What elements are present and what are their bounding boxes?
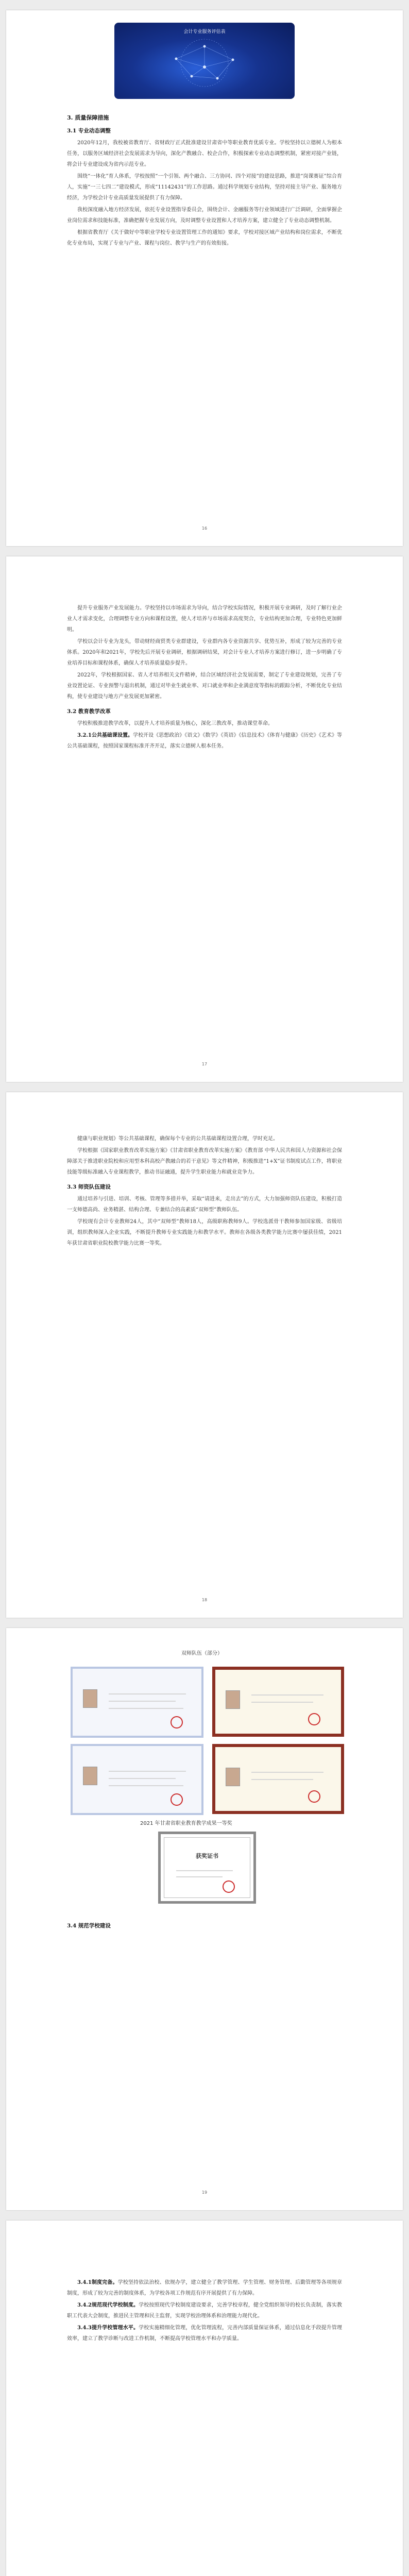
paragraph: 学校根据《国家职业教育改革实施方案》《甘肃省职业教育改革实施方案》《教育部 中华人民共和国人力资源和社会保障部关于推进职业院校和应用型本科高校产教融合的若干意见》等文件精神，积极推进“1+X”证书制度试点工作，将职业技能等级标准融入专业课程教学，推动书证融通，提升学生职业能力和就业竞争力。 xyxy=(67,1148,342,1175)
item-heading: 3.4.3提升学校管理水平。 xyxy=(77,2325,139,2331)
award-title: 获奖证书 xyxy=(196,1853,218,1859)
numbered-item xyxy=(67,2277,342,2299)
text-line xyxy=(176,1876,223,1877)
photo-icon xyxy=(226,1768,240,1786)
award-certificate-image xyxy=(158,1832,256,1904)
banner-image xyxy=(114,23,295,99)
seal-icon xyxy=(171,1793,183,1806)
text-line xyxy=(109,1771,186,1772)
document-page-17 xyxy=(6,556,403,1082)
numbered-item xyxy=(67,2300,342,2321)
paragraph: 学校现有会计专业教师24人，其中“双师型”教师18人，高级职称教师9人。学校选派骨干教师参加国家级、省级培训，组织教师深入企业实践，不断提升教师专业实践能力和教学水平。教师在各级各类教学能力比赛中屡获佳绩，2021年获甘肃省职业院校教学能力比赛一等奖。 xyxy=(67,1219,342,1246)
item-text: 学校实施精细化管理，优化管理流程，完善内部质量保证体系，通过信息化手段提升管理效率，建立了教学诊断与改进工作机制，不断提高学校管理水平和办学质量。 xyxy=(67,2325,342,2342)
paragraph: 围绕“一体化”育人体系，学校按照“一个引领、两个融合、三方协同、四个对接”的建设思路，推进“岗课赛证”综合育人，实施“一三七四二”建设模式，形成“11142431”的工作思路。通过科学规划专业结构，坚持对接主导产业、服务地方经济，为学校会计专业高质量发展提供了有力保障。 xyxy=(67,174,342,201)
paragraph: 学校积极推进教学改革，以提升人才培养质量为核心，深化三教改革，推动课堂革命。 xyxy=(77,721,273,726)
document-page-18 xyxy=(6,1092,403,1618)
network-graphic-icon xyxy=(114,23,295,99)
figure-caption: 双师队伍（部分） xyxy=(181,1651,223,1656)
item-text: 学校按照现代学校制度建设要求，完善学校章程，健全党组织领导的校长负责制，落实教职工代表大会制度，推进民主管理和民主监督，实现学校治理体系和治理能力现代化。 xyxy=(67,2302,342,2319)
document-page-20 xyxy=(6,2221,403,2576)
certificate-image xyxy=(212,1667,344,1737)
text-line xyxy=(109,1708,183,1709)
text-line xyxy=(109,1785,183,1786)
figure-caption: 2021 年甘肃省职业教育教学成果一等奖 xyxy=(140,1821,232,1826)
text-line xyxy=(109,1701,176,1702)
subsection-title: 3.2 教育教学改革 xyxy=(67,708,111,715)
page-number: 16 xyxy=(201,526,208,531)
seal-icon xyxy=(171,1716,183,1728)
page-number: 18 xyxy=(201,1598,208,1602)
page-number: 19 xyxy=(201,2190,208,2195)
seal-icon xyxy=(223,1880,235,1893)
certificate-image xyxy=(71,1744,203,1815)
item-heading: 3.4.1制度完备。 xyxy=(77,2280,118,2285)
photo-icon xyxy=(226,1690,240,1709)
award-border xyxy=(164,1837,250,1898)
seal-icon xyxy=(308,1713,320,1725)
page-number: 17 xyxy=(201,1062,208,1066)
item-text: 学校开设《思想政治》《语文》《数学》《英语》《信息技术》《体育与健康》《历史》《艺术》等公共基础课程，按照国家课程标准开齐开足，落实立德树人根本任务。 xyxy=(67,733,343,749)
text-line xyxy=(109,1693,186,1694)
paragraph: 根据省教育厅《关于做好中等职业学校专业设置管理工作的通知》要求，学校对接区域产业结构和岗位需求，不断优化专业布局，实现了专业与产业、课程与岗位、教学与生产的有效衔接。 xyxy=(67,230,342,246)
paragraph: 通过培养与引进、培训、考核、管理等多措并举，采取“请进来，走出去”的方式，大力加强师资队伍建设，积极打造一支师德高尚、业务精湛、结构合理、专兼结合的高素质“双师型”教师队伍。 xyxy=(67,1196,342,1213)
paragraph: 2020年12月，我校被省教育厅、省财政厅正式批准建设甘肃省中等职业教育优质专业。学校坚持以立德树人为根本任务，以服务区域经济社会发展需求为导向，深化产教融合、校企合作，积极探索专业动态调整机制，紧密对接产业链，将会计专业建设成为省内示范专业。 xyxy=(67,140,342,167)
subsection-title: 3.3 师资队伍建设 xyxy=(67,1184,111,1190)
text-line xyxy=(251,1702,313,1703)
item-heading: 3.4.2规范现代学校制度。 xyxy=(77,2302,139,2308)
text-line xyxy=(251,1694,323,1696)
item-text: 学校坚持依法治校、依规办学，建立健全了教学管理、学生管理、财务管理、后勤管理等各项规章制度，形成了较为完善的制度体系，为学校各项工作规范有序开展提供了有力保障。 xyxy=(67,2280,342,2296)
paragraph: 健康与职业规划》等公共基础课程，确保每个专业的公共基础课程设置合理，学时充足。 xyxy=(77,1136,278,1142)
numbered-item xyxy=(67,730,342,752)
text-line xyxy=(176,1870,233,1871)
subsection-title: 3.4 规范学校建设 xyxy=(67,1923,111,1929)
certificate-image xyxy=(71,1667,203,1738)
text-line xyxy=(109,1778,176,1779)
text-line xyxy=(251,1772,323,1773)
paragraph: 提升专业服务产业发展能力。学校坚持以市场需求为导向，结合学校实际情况，积极开展专业调研，及时了解行业企业人才需求变化，合理调整专业方向和课程设置，使人才培养与市场需求高度契合，专业结构更加合理，专业特色更加鲜明。 xyxy=(67,605,342,633)
photo-icon xyxy=(83,1767,97,1785)
numbered-item xyxy=(67,2323,342,2344)
item-heading: 3.2.1公共基础课设置。 xyxy=(77,733,133,738)
paragraph: 2022年，学校根据国家、省人才培养相关文件精神，结合区域经济社会发展需要，制定了专业建设规划，完善了专业设置论证、专业预警与退出机制，通过对毕业生就业率、对口就业率和企业满意度等指标的跟踪分析，不断优化专业结构，使专业建设与地方产业发展更加紧密。 xyxy=(67,672,342,700)
subsection-title: 3.1 专业动态调整 xyxy=(67,128,111,134)
section-title: 3. 质量保障措施 xyxy=(67,114,109,121)
text-line xyxy=(251,1779,313,1780)
document-page-16 xyxy=(6,10,403,546)
document-page-19 xyxy=(6,1628,403,2210)
certificate-image xyxy=(212,1744,344,1814)
photo-icon xyxy=(83,1689,97,1708)
banner-title: 会计专业服务评估表 xyxy=(183,29,226,35)
seal-icon xyxy=(308,1790,320,1803)
paragraph: 学校以会计专业为龙头，带动财经商贸类专业群建设，专业群内各专业资源共享、优势互补，形成了较为完善的专业体系。2020年和2021年，学校先后开展专业调研，根据调研结果，对会计专业人才培养方案进行修订，进一步明确了专业培养目标和课程体系，确保人才培养质量稳步提升。 xyxy=(67,639,342,666)
paragraph: 我校深度融入地方经济发展，依托专业设置指导委员会，围绕会计、金融服务等行业领域进行广泛调研，全面掌握企业岗位需求和技能标准，准确把握专业发展方向，及时调整专业设置和人才培养方案，建立健全了专业动态调整机制。 xyxy=(67,207,342,224)
